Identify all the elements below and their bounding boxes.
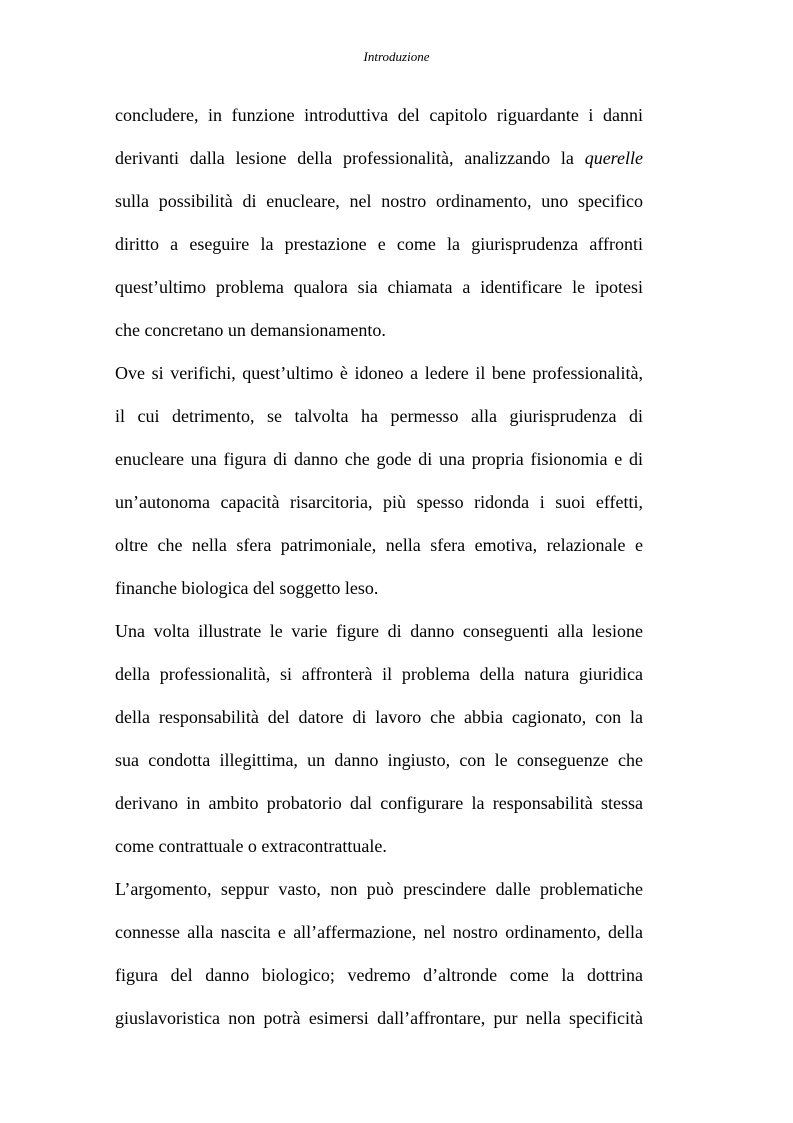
text-line: Una volta illustrate le varie figure di danno conseguenti alla lesione (115, 621, 643, 641)
paragraph-lines (115, 97, 643, 1043)
text-line: quest’ultimo problema qualora sia chiamata a identificare le ipotesi (115, 277, 643, 297)
text-line: sulla possibilità di enucleare, nel nostro ordinamento, uno specifico (115, 191, 643, 211)
text-line: connesse alla nascita e all’affermazione, nel nostro ordinamento, della (115, 922, 643, 942)
text-line: derivano in ambito probatorio dal configurare la responsabilità stessa (115, 793, 643, 813)
text-line: Ove si verifichi, quest’ultimo è idoneo a ledere il bene professionalità, (115, 363, 643, 383)
text-line: figura del danno biologico; vedremo d’altronde come la dottrina (115, 965, 643, 985)
text-line: enucleare una figura di danno che gode di una propria fisionomia e di (115, 449, 643, 469)
text-line: sua condotta illegittima, un danno ingiusto, con le conseguenze che (115, 750, 643, 770)
text-segment: derivanti dalla lesione della professionalità, analizzando la (115, 148, 585, 168)
text-line: come contrattuale o extracontrattuale. (115, 836, 387, 856)
running-header: Introduzione (363, 49, 430, 64)
text-line: della responsabilità del datore di lavoro che abbia cagionato, con la (115, 707, 643, 727)
text-line: concludere, in funzione introduttiva del capitolo riguardante i danni (115, 105, 643, 125)
text-line: giuslavoristica non potrà esimersi dall’affrontare, pur nella specificità (115, 1008, 643, 1028)
text-line: L’argomento, seppur vasto, non può prescindere dalle problematiche (115, 879, 643, 899)
text-line: il cui detrimento, se talvolta ha permesso alla giurisprudenza di (115, 406, 643, 426)
text-line: della professionalità, si affronterà il problema della natura giuridica (115, 664, 643, 684)
text-line: diritto a eseguire la prestazione e come la giurisprudenza affronti (115, 234, 643, 254)
italic-term: querelle (584, 148, 643, 168)
text-line: finanche biologica del soggetto leso. (115, 578, 379, 598)
text-line (115, 140, 643, 183)
body-text (115, 97, 643, 1043)
text-line: oltre che nella sfera patrimoniale, nella sfera emotiva, relazionale e (115, 535, 643, 555)
text-line: un’autonoma capacità risarcitoria, più spesso ridonda i suoi effetti, (115, 492, 643, 512)
text-line: che concretano un demansionamento. (115, 320, 386, 340)
